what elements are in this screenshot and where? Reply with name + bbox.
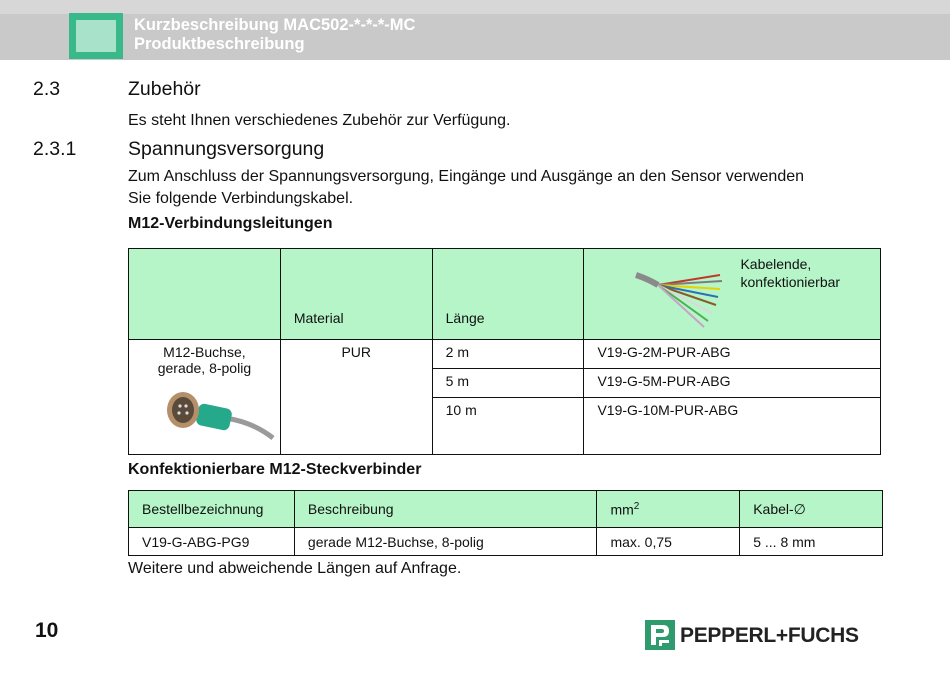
- cable-table: [128, 248, 881, 455]
- header-mm-text: mm: [610, 501, 634, 518]
- table-row: [129, 340, 881, 369]
- subsection-text: [128, 166, 804, 210]
- connector-cell: [129, 340, 281, 455]
- connector-table: [128, 490, 883, 556]
- header-mm-sup: 2: [633, 500, 640, 512]
- section-title: Zubehör: [128, 78, 201, 100]
- description-cell: gerade M12-Buchse, 8-polig: [294, 528, 597, 556]
- order-number-cell: V19-G-ABG-PG9: [129, 528, 295, 556]
- cable-table-header: [129, 249, 881, 340]
- cable-end-icon: [632, 267, 732, 331]
- pepperl-fuchs-logo: [645, 620, 885, 654]
- header-logo-inner: [76, 20, 116, 52]
- header-mm: [597, 491, 740, 528]
- table2-heading: Konfektionierbare M12-Steckverbinder: [128, 461, 422, 478]
- cable-end-label-line2: konfektionierbar: [740, 274, 841, 290]
- cable-diameter-cell: 5 ... 8 mm: [740, 528, 883, 556]
- footnote: Weitere und abweichende Längen auf Anfrage.: [128, 560, 462, 577]
- connector-label-line1: M12-Buchse,: [163, 344, 246, 360]
- section-number: 2.3: [33, 78, 61, 100]
- subsection-text-line2: Sie folgende Verbindungskabel.: [128, 190, 354, 207]
- connector-label-line2: gerade, 8-polig: [157, 360, 252, 376]
- cable-table-header-empty: [129, 249, 281, 340]
- header-description: Beschreibung: [294, 491, 597, 528]
- subsection-number: 2.3.1: [33, 138, 77, 160]
- header-logo-square: [69, 13, 123, 59]
- header-title-line1: Kurzbeschreibung MAC502-*-*-*-MC: [134, 16, 416, 34]
- cable-end-label: [740, 255, 840, 291]
- header-length: Länge: [432, 249, 584, 340]
- connector-table-header: [129, 491, 883, 528]
- header-title: [134, 16, 415, 54]
- table-row: [129, 528, 883, 556]
- header-title-line2: Produktbeschreibung: [134, 35, 305, 53]
- part-number-cell: V19-G-2M-PUR-ABG: [584, 340, 881, 369]
- table1-heading: M12-Verbindungsleitungen: [128, 215, 333, 232]
- material-cell: PUR: [280, 340, 432, 455]
- cable-end-label-line1: Kabelende,: [740, 256, 812, 272]
- pf-logo-icon: [645, 620, 675, 650]
- length-cell: 2 m: [432, 340, 584, 369]
- m12-connector-icon: [163, 386, 275, 446]
- subsection-text-line1: Zum Anschluss der Spannungsversorgung, Eingänge und Ausgänge an den Sensor verwenden: [128, 168, 805, 185]
- mm-cell: max. 0,75: [597, 528, 740, 556]
- section-intro: Es steht Ihnen verschiedenes Zubehör zur Verfügung.: [128, 112, 511, 129]
- header-order-number: Bestellbezeichnung: [129, 491, 295, 528]
- length-cell: 10 m: [432, 398, 584, 455]
- header-cable-diameter: Kabel-∅: [740, 491, 883, 528]
- page-number: 10: [35, 619, 59, 642]
- brand-name: PEPPERL+FUCHS: [680, 624, 859, 647]
- part-number-cell: V19-G-10M-PUR-ABG: [584, 398, 881, 455]
- subsection-title: Spannungsversorgung: [128, 138, 325, 160]
- part-number-cell: V19-G-5M-PUR-ABG: [584, 369, 881, 398]
- header-cable-end: [584, 249, 881, 340]
- header-band-top: [0, 0, 950, 14]
- header-material: Material: [280, 249, 432, 340]
- pf-mark-icon: [645, 620, 675, 650]
- length-cell: 5 m: [432, 369, 584, 398]
